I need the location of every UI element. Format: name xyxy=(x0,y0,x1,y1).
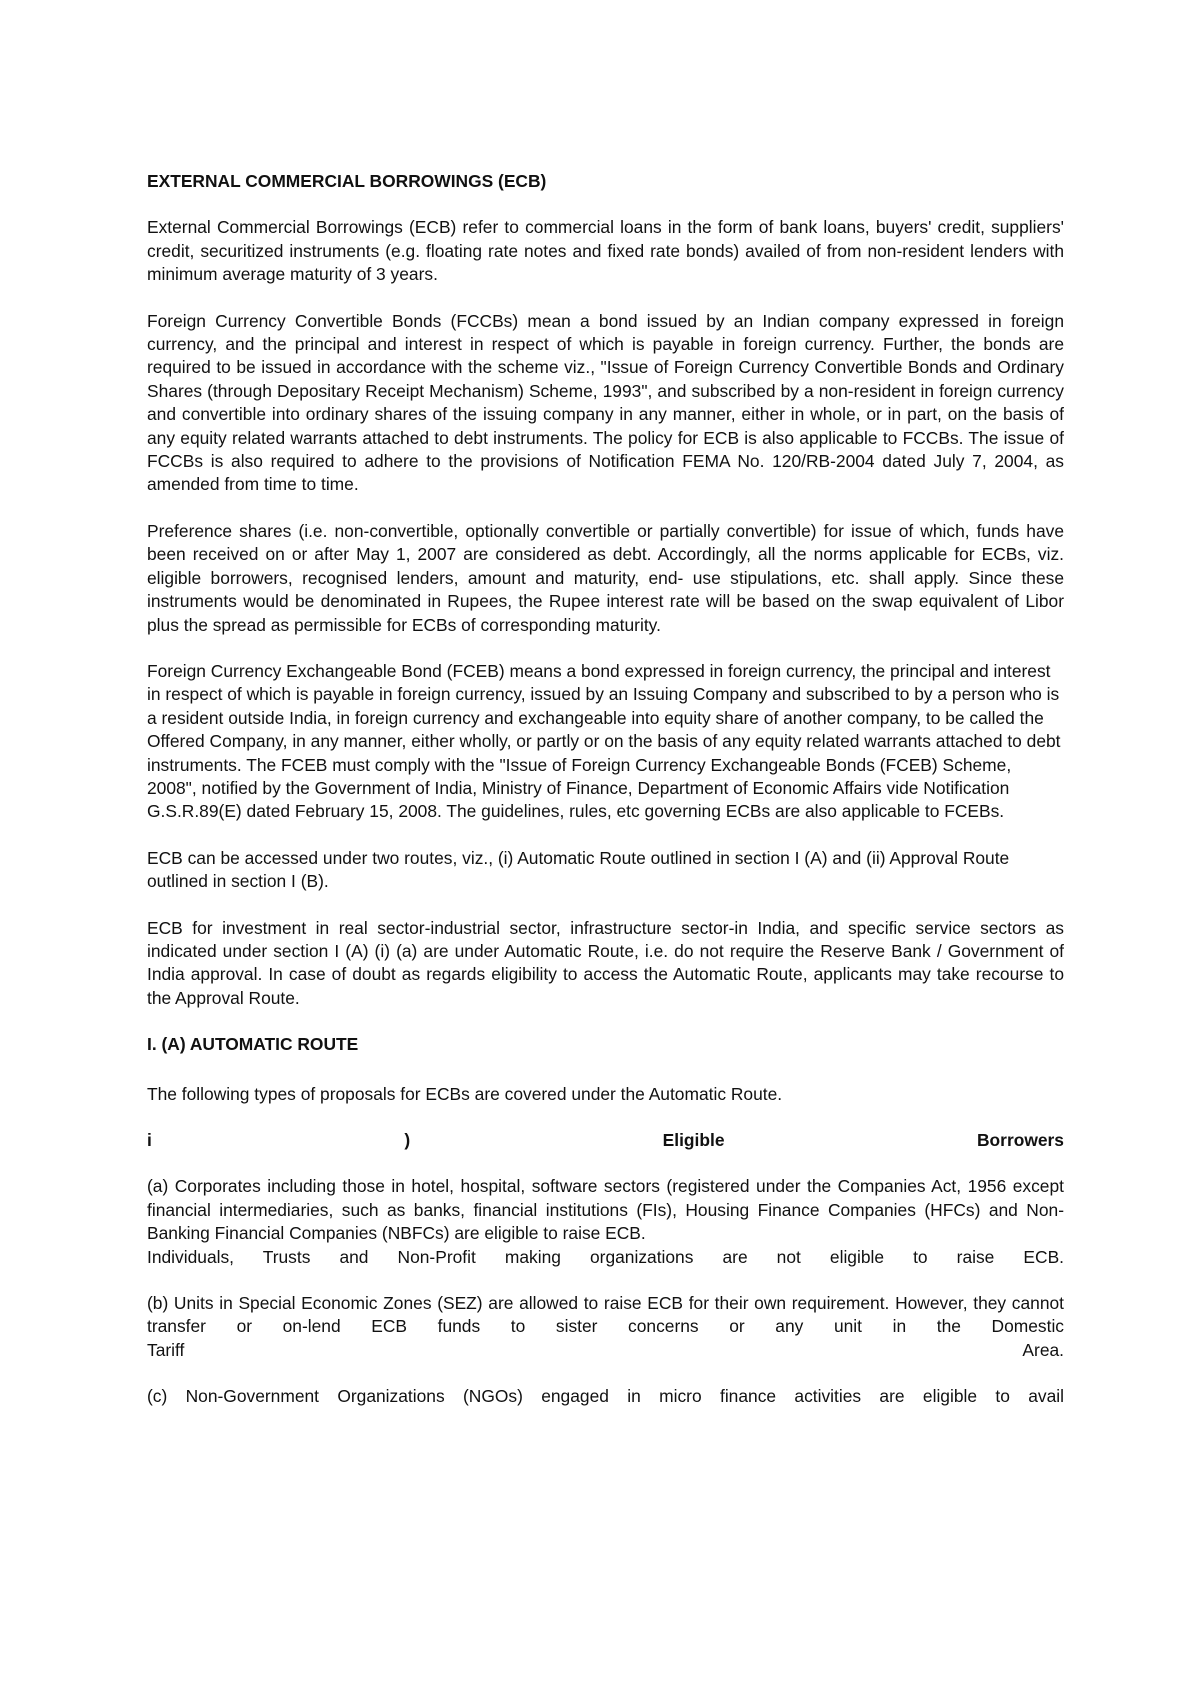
clause-b-tail-left: Tariff xyxy=(147,1339,185,1360)
document-title: EXTERNAL COMMERCIAL BORROWINGS (ECB) xyxy=(147,171,547,191)
paragraph-fccb-definition: Foreign Currency Convertible Bonds (FCCBs) mean a bond issued by an Indian company expressed in foreign currency, and the principal and interest in respect of which is payable in foreign currency. Further, the bonds are required to be issued in accordance with the scheme viz., "Issue of Foreign Currency Convertible Bonds and Ordinary Shares (through Depositary Receipt Mechanism) Scheme, 1993", and subscribed by a non-resident in foreign currency and convertible into ordinary shares of the issuing company in any manner, either in whole, or in part, on the basis of any equity related warrants attached to debt instruments. The policy for ECB is also applicable to FCCBs. The issue of FCCBs is also required to adhere to the provisions of Notification FEMA No. 120/RB-2004 dated July 7, 2004, as amended from time to time. xyxy=(147,310,1064,495)
clause-a-body: (a) Corporates including those in hotel, hospital, software sectors (registered under the Companies Act, 1956 except financial intermediaries, such as banks, financial institutions (FIs), Housing Finance Companies (HFCs) and Non-Banking Financial Companies (NBFCs) are eligible to raise ECB. xyxy=(147,1176,1064,1244)
sub-heading-part: Eligible xyxy=(662,1130,725,1150)
document-page xyxy=(147,170,1064,1432)
paragraph-automatic-route-scope: ECB for investment in real sector-industrial sector, infrastructure sector-in India, and specific service sectors as indicated under section I (A) (i) (a) are under Automatic Route, i.e. do not require the Reserve Bank / Government of India approval. In case of doubt as regards eligibility to access the Automatic Route, applicants may take recourse to the Approval Route. xyxy=(147,917,1064,1008)
section-intro: The following types of proposals for ECBs are covered under the Automatic Route. xyxy=(147,1083,783,1104)
clause-b-tail-right: Area. xyxy=(1022,1339,1064,1360)
sub-heading-eligible-borrowers xyxy=(147,1129,1064,1152)
sub-heading-part: i xyxy=(147,1130,152,1150)
clause-a-tail: Individuals, Trusts and Non-Profit making organizations are not eligible to raise ECB. xyxy=(147,1246,1064,1267)
paragraph-fceb-definition: Foreign Currency Exchangeable Bond (FCEB) means a bond expressed in foreign currency, the principal and interest in respect of which is payable in foreign currency, issued by an Issuing Company and subscribed to by a person who is a resident outside India, in foreign currency and exchangeable into equity share of another company, to be called the Offered Company, in any manner, either wholly, or partly or on the basis of any equity related warrants attached to debt instruments. The FCEB must comply with the "Issue of Foreign Currency Exchangeable Bonds (FCEB) Scheme, 2008", notified by the Government of India, Ministry of Finance, Department of Economic Affairs vide Notification G.S.R.89(E) dated February 15, 2008. The guidelines, rules, etc governing ECBs are also applicable to FCEBs. xyxy=(147,660,1061,822)
clause-b-tail xyxy=(147,1339,1064,1362)
paragraph-ecb-definition: External Commercial Borrowings (ECB) refer to commercial loans in the form of bank loans, buyers' credit, suppliers' credit, securitized instruments (e.g. floating rate notes and fixed rate bonds) availed of from non-resident lenders with minimum average maturity of 3 years. xyxy=(147,217,1064,285)
section-heading-automatic-route: I. (A) AUTOMATIC ROUTE xyxy=(147,1034,359,1055)
sub-heading-part: Borrowers xyxy=(977,1130,1064,1150)
clause-c-ngos: (c) Non-Government Organizations (NGOs) engaged in micro finance activities are eligible to avail xyxy=(147,1386,1064,1407)
paragraph-preference-shares: Preference shares (i.e. non-convertible, optionally convertible or partially convertible) for issue of which, funds have been received on or after May 1, 2007 are considered as debt. Accordingly, all the norms applicable for ECBs, viz. eligible borrowers, recognised lenders, amount and maturity, end- use stipulations, etc. shall apply. Since these instruments would be denominated in Rupees, the Rupee interest rate will be based on the swap equivalent of Libor plus the spread as permissible for ECBs of corresponding maturity. xyxy=(147,520,1064,635)
clause-b-sez-units xyxy=(147,1292,1064,1362)
clause-a-corporates xyxy=(147,1175,1064,1269)
sub-heading-part: ) xyxy=(404,1130,411,1150)
paragraph-ecb-routes: ECB can be accessed under two routes, viz., (i) Automatic Route outlined in section I (A) and (ii) Approval Route outlined in section I (B). xyxy=(147,847,1010,892)
clause-b-body: (b) Units in Special Economic Zones (SEZ) are allowed to raise ECB for their own requirement. However, they cannot transfer or on-lend ECB funds to sister concerns or any unit in the Domestic xyxy=(147,1293,1064,1337)
